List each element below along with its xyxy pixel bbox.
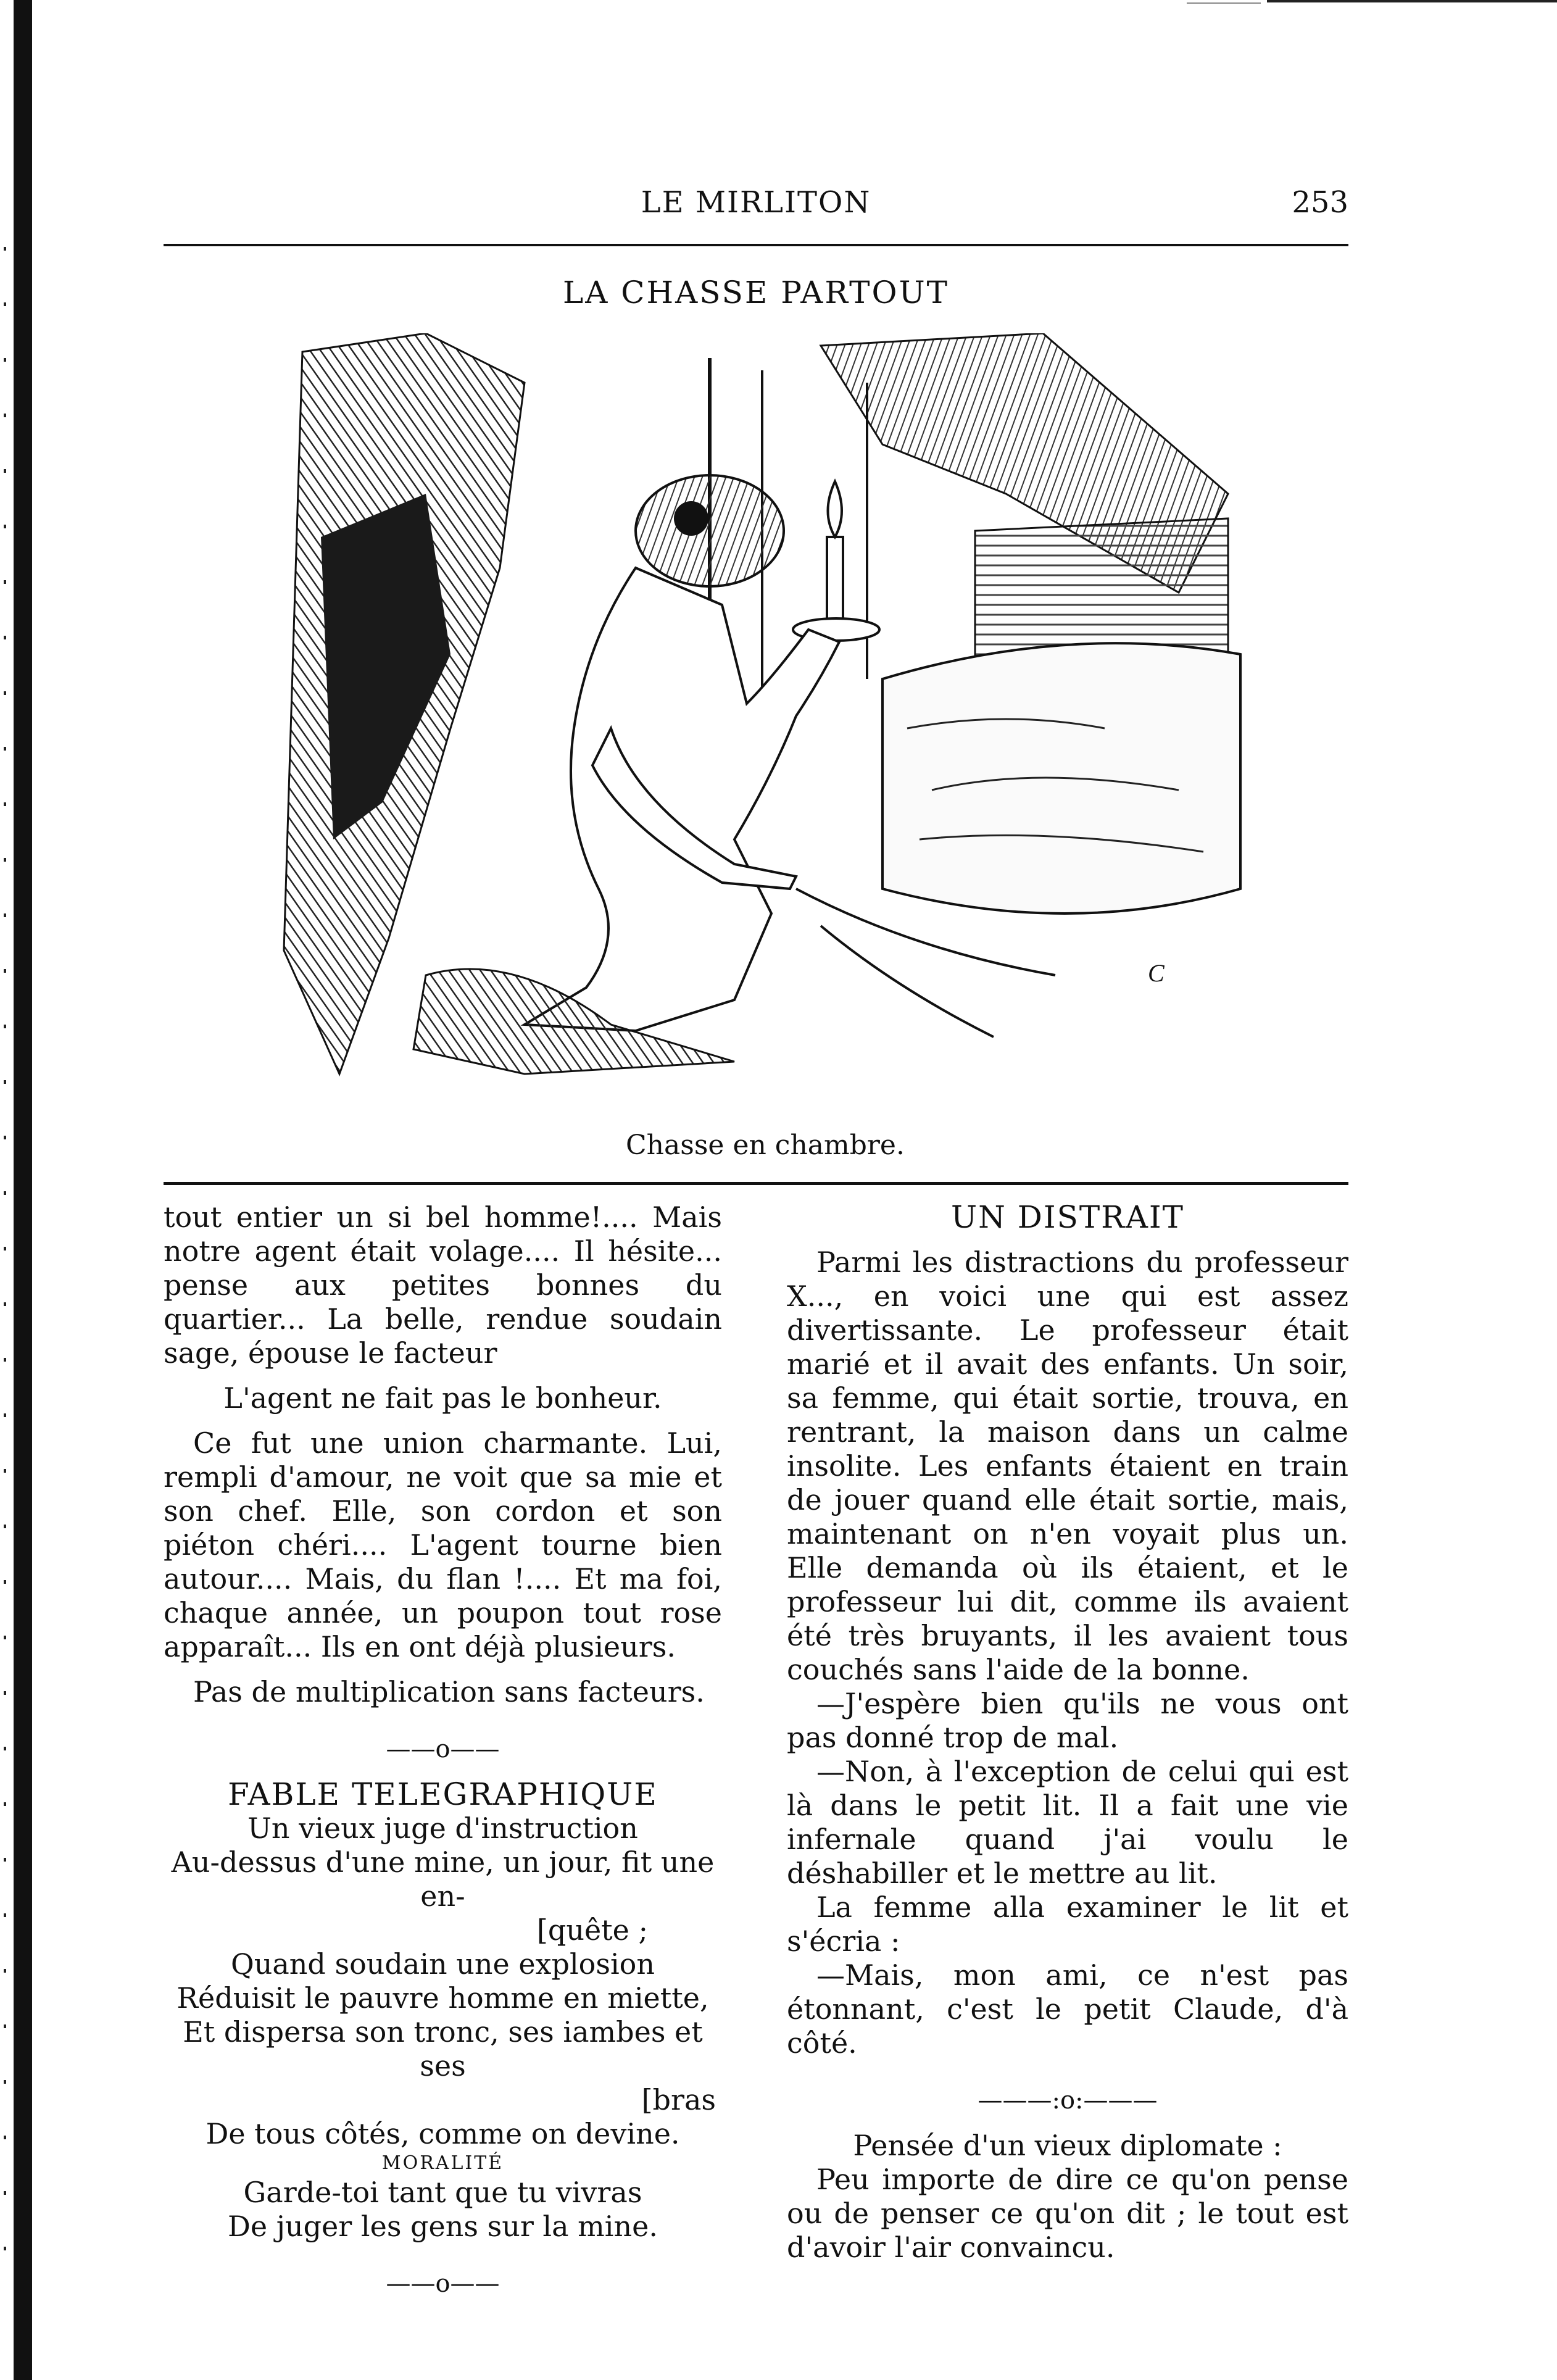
section-rule — [164, 1182, 1348, 1185]
engraving-illustration — [265, 333, 1253, 1099]
fable-verse-turnover: [quête ; — [536, 1913, 648, 1947]
fable-verse: Un vieux juge d'instruction — [247, 1812, 638, 1845]
story-continuation: tout entier un si bel homme!.... Mais notre agent était volage.... Il hésite... pense aux petites bonnes du quartier... La belle, rendue soudain sage, épouse le facteur — [164, 1200, 722, 1370]
fable-verse: Au-dessus d'une mine, un jour, fit une en- — [171, 1845, 715, 1913]
fable-verse: De juger les gens sur la mine. — [228, 2210, 658, 2243]
fable-moral-heading: MORALITÉ — [381, 2152, 504, 2174]
fable-title: FABLE TELEGRAPHIQUE — [228, 1776, 658, 1812]
separator: ——o—— — [386, 1735, 500, 1763]
article-paragraph: —Non, à l'exception de celui qui est là dans le petit lit. Il a fait une vie infernale quand j'ai voulu le déshabiller et le mettre au lit. — [787, 1755, 1348, 1890]
feature-title: LA CHASSE PARTOUT — [563, 275, 949, 310]
candle-flame — [828, 481, 842, 537]
journal-title: LE MIRLITON — [641, 185, 871, 220]
pensee-text: Peu importe de dire ce qu'on pense ou de penser ce qu'on dit ; le tout est d'avoir l'air convaincu. — [787, 2163, 1348, 2264]
margin-marks — [4, 247, 6, 2284]
figure-hair — [636, 475, 784, 586]
article-paragraph: —J'espère bien qu'ils ne vous ont pas donné trop de mal. — [787, 1687, 1348, 1754]
artist-signature: C — [1148, 959, 1165, 987]
fable-verse-turnover: [bras — [641, 2083, 716, 2116]
story-moral-1: L'agent ne fait pas le bonheur. — [223, 1381, 662, 1415]
left-column — [164, 1200, 722, 2301]
figure-body — [525, 568, 839, 1031]
running-header — [164, 185, 1348, 222]
fable-verse: Réduisit le pauvre homme en miette, — [176, 1981, 709, 2015]
article-title: UN DISTRAIT — [950, 1199, 1185, 1235]
fable-verse: Et dispersa son tronc, ses iambes et ses — [183, 2015, 703, 2082]
fable-verse: Quand soudain une explosion — [231, 1947, 655, 1981]
story-paragraph-2: Ce fut une union charmante. Lui, rempli d'amour, ne voit que sa mie et son chef. Elle, son cordon et son piéton chéri.... L'agent tourne bien autour.... Mais, du flan !.... Et ma foi, chaque année, un poupon tout rose apparaît... Ils en ont déjà plusieurs. — [164, 1426, 722, 1663]
illustration-caption: Chasse en chambre. — [626, 1130, 905, 1161]
top-edge-line — [1267, 0, 1557, 2]
story-moral-2: Pas de multiplication sans facteurs. — [193, 1675, 705, 1708]
candle — [827, 537, 843, 623]
separator: ——o—— — [386, 2270, 500, 2298]
article-paragraph: Parmi les distractions du professeur X..., en voici une qui est assez divertissante. Le professeur était marié et il avait des enfants. Un soir, sa femme, qui était sortie, trouva, en rentrant, la maison dans un calme insolite. Les enfants étaient en train de jouer quand elle était sortie, mais, maintenant on n'en voyait plus un. Elle demanda où ils étaient, et le professeur lui dit, comme ils avaient été très bruyants, il les avaient tous couchés sans l'aide de la bonne. — [787, 1246, 1348, 1686]
fable-verse: Garde-toi tant que tu vivras — [243, 2176, 642, 2209]
fable-verse: De tous côtés, comme on devine. — [206, 2117, 680, 2150]
article-paragraph: La femme alla examiner le lit et s'écria : — [787, 1891, 1348, 1958]
top-edge-line-faint — [1187, 2, 1261, 4]
page-number: 253 — [1292, 185, 1348, 220]
binding-edge — [14, 0, 32, 2380]
header-rule — [164, 244, 1348, 246]
article-paragraph: —Mais, mon ami, ce n'est pas étonnant, c'est le petit Claude, d'à côté. — [787, 1958, 1348, 2060]
separator: ———:o:——— — [978, 2086, 1158, 2115]
right-column — [787, 1200, 1348, 2265]
pensee-title: Pensée d'un vieux diplomate : — [853, 2129, 1282, 2162]
